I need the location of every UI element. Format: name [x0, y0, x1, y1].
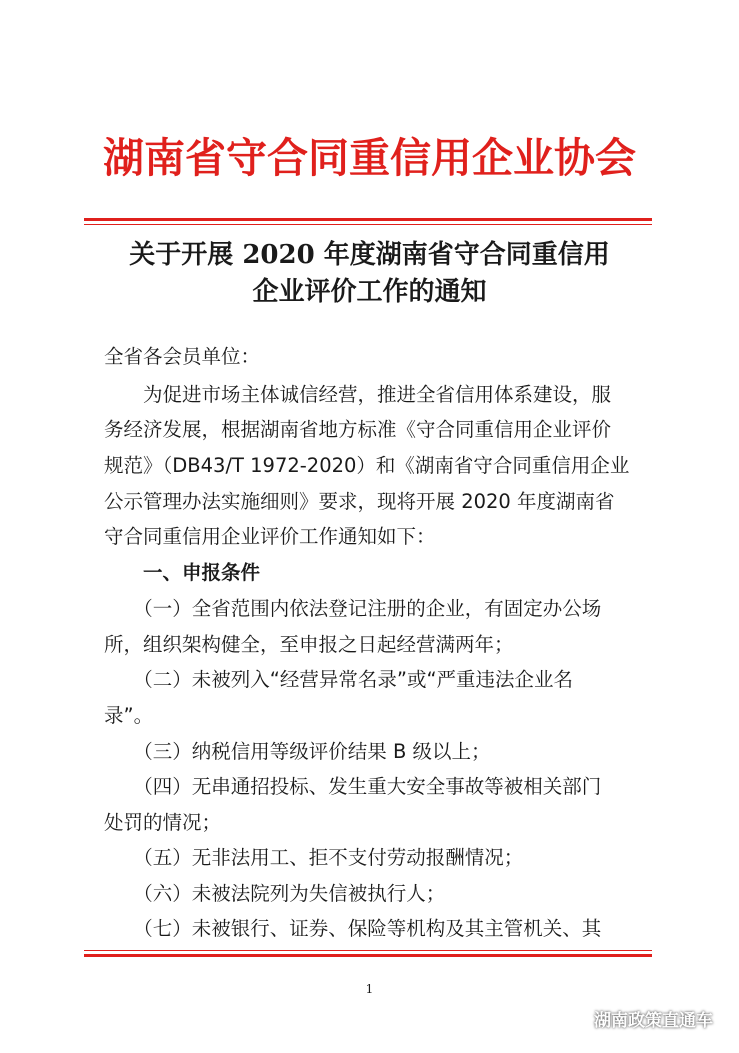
wechat-icon [566, 1008, 588, 1028]
page-number: 1 [365, 982, 374, 996]
document-title-line-2: 企业评价工作的通知 [252, 277, 487, 307]
condition-line: （四）无串通招投标、发生重大安全事故等被相关部门 [104, 775, 602, 798]
salutation: 全省各会员单位： [104, 345, 261, 368]
paragraph-line: 守合同重信用企业评价工作通知如下： [104, 525, 436, 548]
section-heading: 一、申报条件 [104, 561, 261, 584]
condition-line: （一）全省范围内依法登记注册的企业，有固定办公场 [104, 597, 602, 620]
paragraph-line: 规范》（DB43/T 1972-2020）和《湖南省守合同重信用企业 [104, 454, 630, 477]
document-title-line-1: 关于开展 2020 年度湖南省守合同重信用 [129, 240, 610, 270]
condition-line: （七）未被银行、证券、保险等机构及其主管机关、其 [104, 917, 602, 940]
condition-line: （三）纳税信用等级评价结果 B 级以上； [104, 740, 491, 763]
header-rule-thick [84, 218, 652, 221]
condition-line: 处罚的情况； [104, 811, 222, 834]
header-rule-thin [84, 224, 652, 225]
paragraph-line: 为促进市场主体诚信经营，推进全省信用体系建设，服 [104, 383, 612, 406]
organization-name: 湖南省守合同重信用企业协会 [103, 134, 636, 182]
watermark [566, 1005, 713, 1031]
watermark-text: 湖南政策直通车 [594, 1010, 713, 1031]
paragraph-line: 公示管理办法实施细则》要求，现将开展 2020 年度湖南省 [104, 490, 615, 513]
condition-line: 所，组织架构健全，至申报之日起经营满两年； [104, 633, 514, 656]
condition-line: （二）未被列入“经营异常名录”或“严重违法企业名 [104, 668, 574, 691]
condition-line: （五）无非法用工、拒不支付劳动报酬情况； [104, 846, 524, 869]
footer-rule-thick [84, 954, 652, 957]
paragraph-line: 务经济发展，根据湖南省地方标准《守合同重信用企业评价 [104, 418, 612, 441]
condition-line: 录”。 [104, 704, 154, 727]
condition-line: （六）未被法院列为失信被执行人； [104, 882, 446, 905]
footer-rule-thin [84, 950, 652, 951]
